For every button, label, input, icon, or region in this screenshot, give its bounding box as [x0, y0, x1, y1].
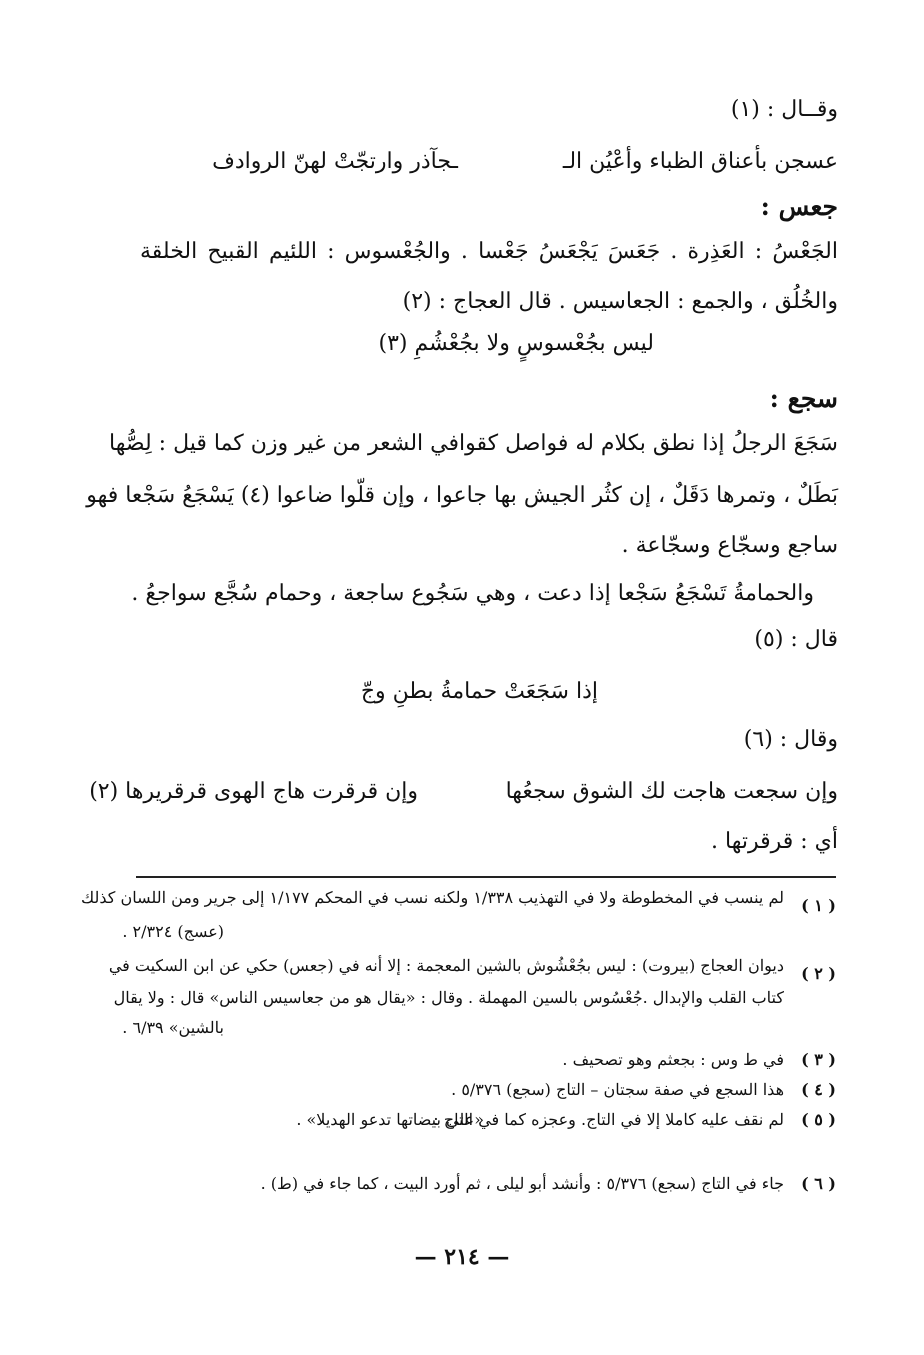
- verse-2: إذا سَجَعَتْ حمامةُ بطنِ وجّ: [360, 679, 598, 704]
- sajaa-paragraph-line-2: بَطَلٌ ، وتمرها دَقَلٌ ، إن كثُر الجيش بها جاعوا ، وإن قلّوا ضاعوا (٤) يَسْجَعُ سَجْعا فهو: [86, 483, 838, 508]
- jaas-paragraph-line-1: الجَعْسُ : العَذِرة . جَعَسَ يَجْعَسُ جَعْسا . والجُعْسوس : اللئيم القبيح الخلقة: [140, 239, 838, 264]
- footnote-number-6: ( ٦ ): [801, 1174, 836, 1193]
- footnote-number-3: ( ٣ ): [801, 1050, 836, 1069]
- footnote-number-1: ( ١ ): [801, 896, 836, 915]
- footnote-2-line-2: كتاب القلب والإبدال .جُعْسُوس بالسين المهملة . وقال : «يقال هو من جعاسيس الناس» قال : ولا يقال: [113, 988, 784, 1007]
- verse-3-second-hemistich: وإن قرقرت هاج الهوى قرقريرها (٢): [89, 779, 418, 804]
- footnote-4-line-1: هذا السجع في صفة سجتان – التاج (سجع) ٥/٣٧٦ .: [451, 1080, 784, 1099]
- verse-3-first-hemistich: وإن سجعت هاجت لك الشوق سجعُها: [505, 779, 838, 804]
- footnote-5-quote: «على بيضاتها تدعو الهديلا» .: [296, 1110, 484, 1129]
- qala-line-5: قال : (٥): [754, 627, 838, 652]
- ay-line: أي : قرقرتها .: [711, 829, 838, 854]
- entry-heading-sajaa: سجع :: [769, 384, 838, 413]
- footnote-3-line-1: في ط وس : بجعثم وهو تصحيف .: [562, 1050, 784, 1069]
- page-number: — ٢١٤ —: [414, 1244, 510, 1270]
- jaas-paragraph-line-2: والخُلُق ، والجمع : الجعاسيس . قال العجاج : (٢): [402, 289, 838, 314]
- footnote-6-line-1: جاء في التاج (سجع) ٥/٣٧٦ : وأنشد أبو ليلى ، ثم أورد البيت ، كما جاء في (ط) .: [260, 1174, 784, 1193]
- entry-heading-jaas: جعس :: [760, 192, 838, 221]
- jaas-verse: ليس بجُعْسوسٍ ولا بجُعْشُمِ (٣): [378, 331, 654, 356]
- verse-1-second-hemistich: ـجآذر وارتجّتْ لهنّ الروادف: [212, 149, 458, 174]
- footnote-divider: [136, 876, 836, 878]
- waqala-line-1: وقــال : (١): [730, 97, 838, 122]
- footnote-number-4: ( ٤ ): [801, 1080, 836, 1099]
- footnote-number-2: ( ٢ ): [801, 964, 836, 983]
- footnote-2-line-1: ديوان العجاج (بيروت) : ليس بجُعْشُوش بالشين المعجمة : إلا أنه في (جعس) حكي عن ابن السكيت في: [108, 956, 784, 975]
- footnote-1-line-1: لم ينسب في المخطوطة ولا في التهذيب ١/٣٣٨ ولكنه نسب في المحكم ١/١٧٧ إلى جرير ومن اللسان كذلك: [81, 888, 784, 907]
- verse-1-first-hemistich: عسجن بأعناق الظباء وأعْيُن الـ: [562, 149, 838, 174]
- waqala-line-6: وقال : (٦): [743, 727, 838, 752]
- footnote-number-5: ( ٥ ): [801, 1110, 836, 1129]
- sajaa-paragraph-line-1: سَجَعَ الرجلُ إذا نطق بكلام له فواصل كقوافي الشعر من غير وزن كما قيل : لِصُّها: [109, 431, 838, 456]
- footnote-2-line-3: بالشين» ٦/٣٩ .: [122, 1018, 224, 1037]
- sajaa-paragraph-line-3: ساجع وسجّاع وسجّاعة .: [621, 533, 838, 558]
- sajaa-paragraph-line-4: والحمامةُ تَسْجَعُ سَجْعا إذا دعت ، وهي سَجُوع ساجعة ، وحمام سُجَّع سواجعُ .: [131, 581, 814, 606]
- footnote-5-line-1: لم نقف عليه كاملا إلا في التاج. وعجزه كما في التاج :: [433, 1110, 784, 1129]
- footnote-1-line-2: (عسج) ٢/٣٢٤ .: [122, 922, 224, 941]
